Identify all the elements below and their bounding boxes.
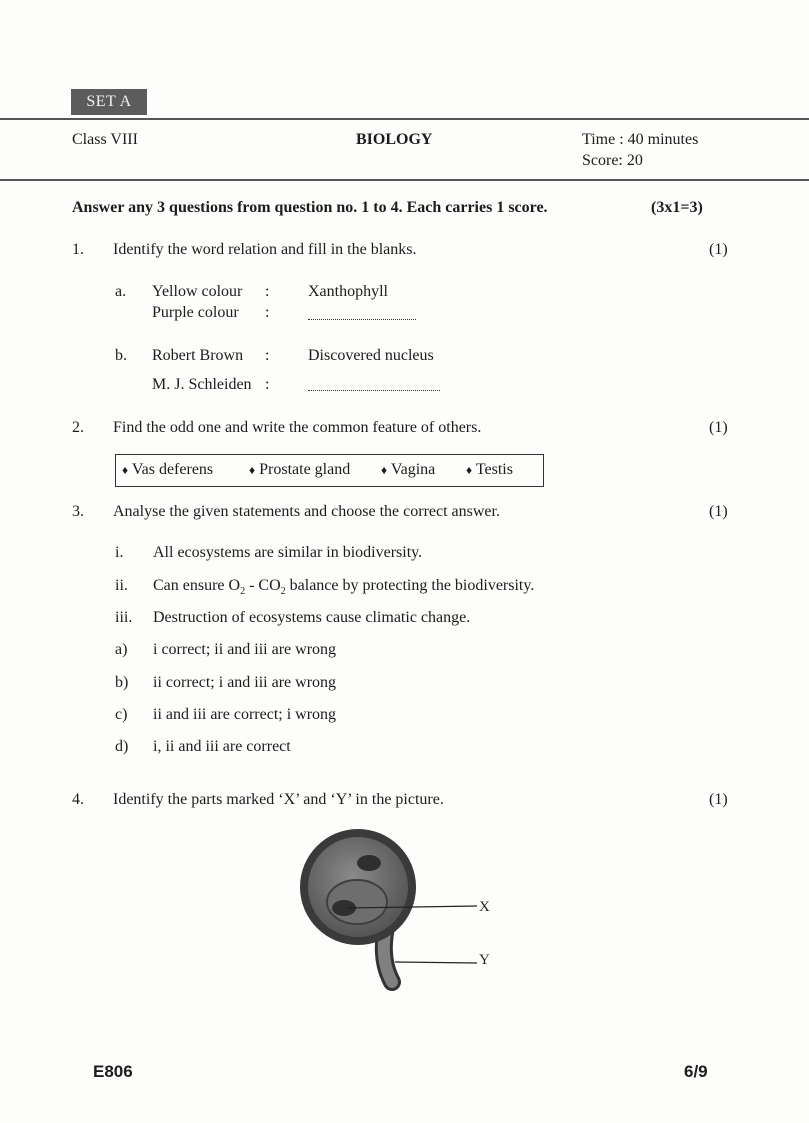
q1b-row1-left: Robert Brown xyxy=(152,347,244,364)
class-label: Class VIII xyxy=(72,131,138,148)
statement-label: ii. xyxy=(115,577,128,594)
instruction-marks: (3x1=3) xyxy=(651,199,703,216)
answer-option-label: b) xyxy=(115,674,129,691)
q1-number: 1. xyxy=(72,241,84,258)
option-testis: ♦ Testis xyxy=(466,461,513,478)
q1a-row2-left: Purple colour xyxy=(152,304,239,321)
subject-title: BIOLOGY xyxy=(356,131,433,148)
q1b-row2-left: M. J. Schleiden xyxy=(152,376,252,393)
q2-marks: (1) xyxy=(709,419,728,436)
q1a-row2-colon: : xyxy=(265,304,270,321)
q3-number: 3. xyxy=(72,503,84,520)
q1b-row1-colon: : xyxy=(265,347,270,364)
q1a-row1-left: Yellow colour xyxy=(152,283,243,300)
q1-marks: (1) xyxy=(709,241,728,258)
answer-option-label: c) xyxy=(115,706,128,723)
q1a-blank[interactable] xyxy=(308,318,416,320)
answer-option-label: a) xyxy=(115,641,128,658)
option-prostate-gland: ♦ Prostate gland xyxy=(249,461,351,478)
statement-text: All ecosystems are similar in biodiversity. xyxy=(153,544,423,561)
header-top-rule xyxy=(0,118,809,120)
answer-option-text[interactable]: i correct; ii and iii are wrong xyxy=(153,641,337,658)
score-label: Score: 20 xyxy=(582,152,643,169)
q1a-label: a. xyxy=(115,283,127,300)
pollen-grain-diagram xyxy=(295,822,505,994)
statement-label: iii. xyxy=(115,609,133,626)
diamond-icon: ♦ xyxy=(381,463,388,477)
q2-text: Find the odd one and write the common feature of others. xyxy=(113,419,482,436)
statement-text: Destruction of ecosystems cause climatic change. xyxy=(153,609,471,626)
answer-option-text[interactable]: ii correct; i and iii are wrong xyxy=(153,674,337,691)
q1b-blank[interactable] xyxy=(308,389,440,391)
q4-marks: (1) xyxy=(709,791,728,808)
set-badge: SET A xyxy=(71,89,147,115)
diamond-icon: ♦ xyxy=(466,463,473,477)
q1b-row2-colon: : xyxy=(265,376,270,393)
diamond-icon: ♦ xyxy=(249,463,256,477)
answer-option-text[interactable]: ii and iii are correct; i wrong xyxy=(153,706,337,723)
q1-text: Identify the word relation and fill in the blanks. xyxy=(113,241,417,258)
diamond-icon: ♦ xyxy=(122,463,129,477)
option-vagina: ♦ Vagina xyxy=(381,461,436,478)
answer-option-label: d) xyxy=(115,738,129,755)
time-label: Time : 40 minutes xyxy=(582,131,699,148)
answer-option-text[interactable]: i, ii and iii are correct xyxy=(153,738,291,755)
page-number: 6/9 xyxy=(684,1062,708,1081)
statement-label: i. xyxy=(115,544,124,561)
paper-code: E806 xyxy=(93,1062,133,1081)
q2-number: 2. xyxy=(72,419,84,436)
option-vas-deferens: ♦ Vas deferens xyxy=(122,461,214,478)
q3-marks: (1) xyxy=(709,503,728,520)
q4-number: 4. xyxy=(72,791,84,808)
q1b-row1-right: Discovered nucleus xyxy=(308,347,434,364)
instruction-text: Answer any 3 questions from question no. 1 to 4. Each carries 1 score. xyxy=(72,199,548,216)
label-y: Y xyxy=(479,952,490,968)
q1b-label: b. xyxy=(115,347,127,364)
q3-text: Analyse the given statements and choose the correct answer. xyxy=(113,503,500,520)
label-x: X xyxy=(479,899,490,915)
q1a-row1-colon: : xyxy=(265,283,270,300)
header-bottom-rule xyxy=(0,179,809,181)
q1a-row1-right: Xanthophyll xyxy=(308,283,388,300)
odd-one-box xyxy=(115,454,544,487)
q4-text: Identify the parts marked ‘X’ and ‘Y’ in the picture. xyxy=(113,791,444,808)
statement-text: Can ensure $O_2 - CO_2$ balance by protecting the biodiversity. xyxy=(153,577,535,598)
